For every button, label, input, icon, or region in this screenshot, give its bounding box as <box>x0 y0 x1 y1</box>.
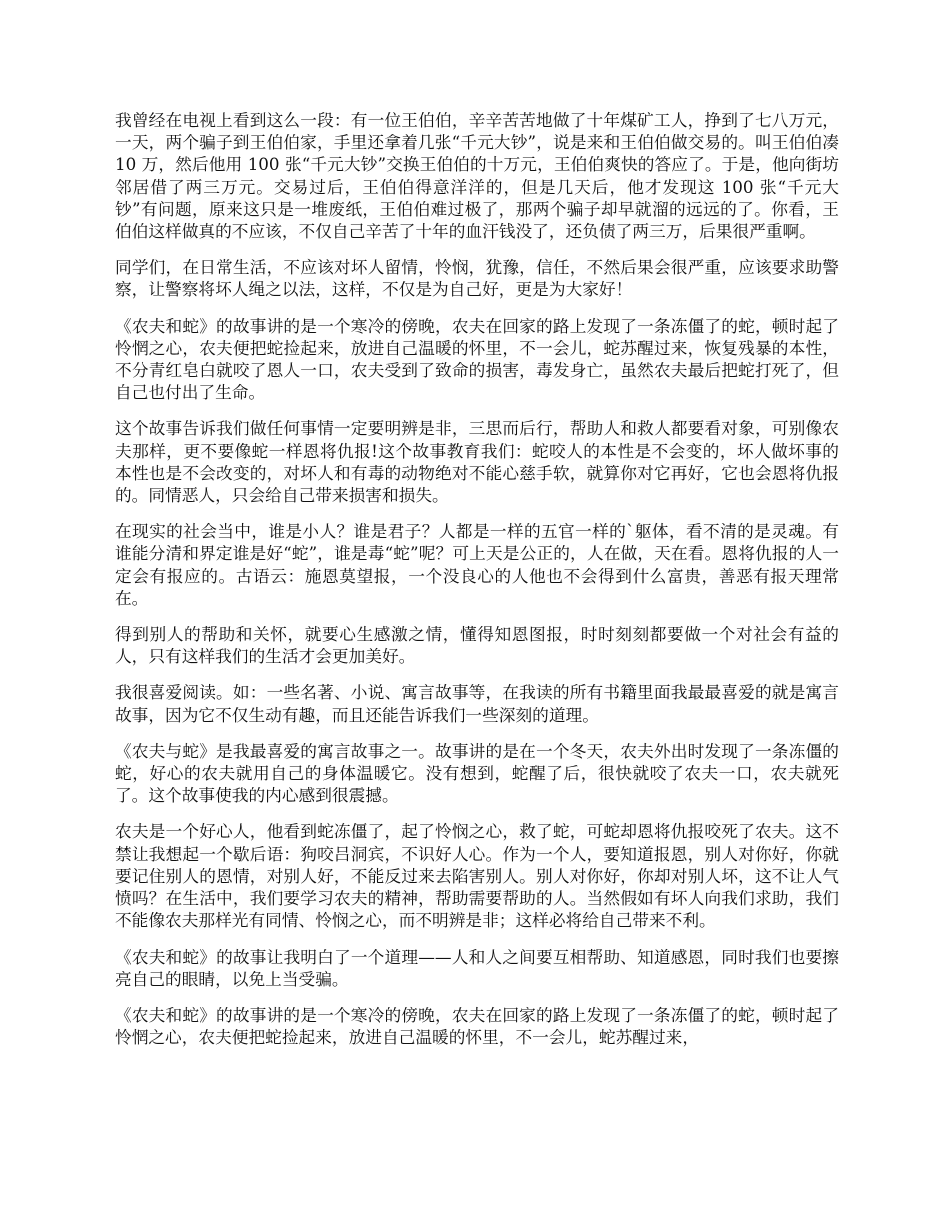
paragraph-5: 在现实的社会当中，谁是小人？谁是君子？人都是一样的五官一样的`躯体，看不清的是灵魂。有谁能分清和界定谁是好“蛇”，谁是毒“蛇”呢？可上天是公正的，人在做，天在看。恩将仇报的人一定会有报应的。古语云：施恩莫望报，一个没良心的人他也不会得到什么富贵，善恶有报天理常在。 <box>115 521 839 608</box>
paragraph-4: 这个故事告诉我们做任何事情一定要明辨是非，三思而后行，帮助人和救人都要看对象，可别像农夫那样，更不要像蛇一样恩将仇报!这个故事教育我们：蛇咬人的本性是不会变的，坏人做坏事的本性也是不会改变的，对坏人和有毒的动物绝对不能心慈手软，就算你对它再好，它也会恩将仇报的。同情恶人，只会给自己带来损害和损失。 <box>115 418 839 506</box>
document-page <box>115 109 839 1062</box>
paragraph-3: 《农夫和蛇》的故事讲的是一个寒冷的傍晚，农夫在回家的路上发现了一条冻僵了的蛇，顿时起了怜惘之心，农夫便把蛇捡起来，放进自己温暖的怀里，不一会儿，蛇苏醒过来，恢复残暴的本性，不分青红皂白就咬了恩人一口，农夫受到了致命的损害，毒发身亡，虽然农夫最后把蛇打死了，但自己也付出了生命。 <box>115 315 839 403</box>
paragraph-9: 农夫是一个好心人，他看到蛇冻僵了，起了怜悯之心，救了蛇，可蛇却恩将仇报咬死了农夫。这不禁让我想起一个歇后语：狗咬吕洞宾，不识好人心。作为一个人，要知道报恩，别人对你好，你就要记住别人的恩情，对别人好，不能反过来去陷害别人。别人对你好，你却对别人坏，这不让人气愤吗？在生活中，我们要学习农夫的精神，帮助需要帮助的人。当然假如有坏人向我们求助，我们不能像农夫那样光有同情、怜悯之心，而不明辨是非；这样必将给自己带来不利。 <box>115 821 839 931</box>
paragraph-7: 我很喜爱阅读。如：一些名著、小说、寓言故事等，在我读的所有书籍里面我最最喜爱的就是寓言故事，因为它不仅生动有趣，而且还能告诉我们一些深刻的道理。 <box>115 682 839 725</box>
paragraph-10: 《农夫和蛇》的故事让我明白了一个道理——人和人之间要互相帮助、知道感恩，同时我们也要擦亮自己的眼睛，以免上当受骗。 <box>115 946 839 989</box>
paragraph-11: 《农夫和蛇》的故事讲的是一个寒冷的傍晚，农夫在回家的路上发现了一条冻僵了的蛇，顿时起了怜惘之心，农夫便把蛇捡起来，放进自己温暖的怀里，不一会儿，蛇苏醒过来， <box>115 1004 839 1048</box>
paragraph-1: 我曾经在电视上看到这么一段：有一位王伯伯，辛辛苦苦地做了十年煤矿工人，挣到了七八万元，一天，两个骗子到王伯伯家，手里还拿着几张“千元大钞”，说是来和王伯伯做交易的。叫王伯伯凑 10 万，然后他用 100 张“千元大钞”交换王伯伯的十万元，王伯伯爽快的答应了。于是，他向街坊邻居借了两三万元。交易过后，王伯伯得意洋洋的，但是几天后，他才发现这 100 张“千元大钞”有问题，原来这只是一堆废纸，王伯伯难过极了，那两个骗子却早就溜的远远的了。你看，王伯伯这样做真的不应该，不仅自己辛苦了十年的血汗钱没了，还负债了两三万，后果很严重啊。 <box>115 110 839 242</box>
paragraph-6: 得到别人的帮助和关怀，就要心生感激之情，懂得知恩图报，时时刻刻都要做一个对社会有益的人，只有这样我们的生活才会更加美好。 <box>115 624 839 667</box>
paragraph-8: 《农夫与蛇》是我最喜爱的寓言故事之一。故事讲的是在一个冬天，农夫外出时发现了一条冻僵的蛇，好心的农夫就用自己的身体温暖它。没有想到，蛇醒了后，很快就咬了农夫一口，农夫就死了。这个故事使我的内心感到很震撼。 <box>115 740 839 806</box>
paragraph-2: 同学们，在日常生活，不应该对坏人留情，怜悯，犹豫，信任，不然后果会很严重，应该要求助警察，让警察将坏人绳之以法，这样，不仅是为自己好，更是为大家好！ <box>115 257 839 300</box>
